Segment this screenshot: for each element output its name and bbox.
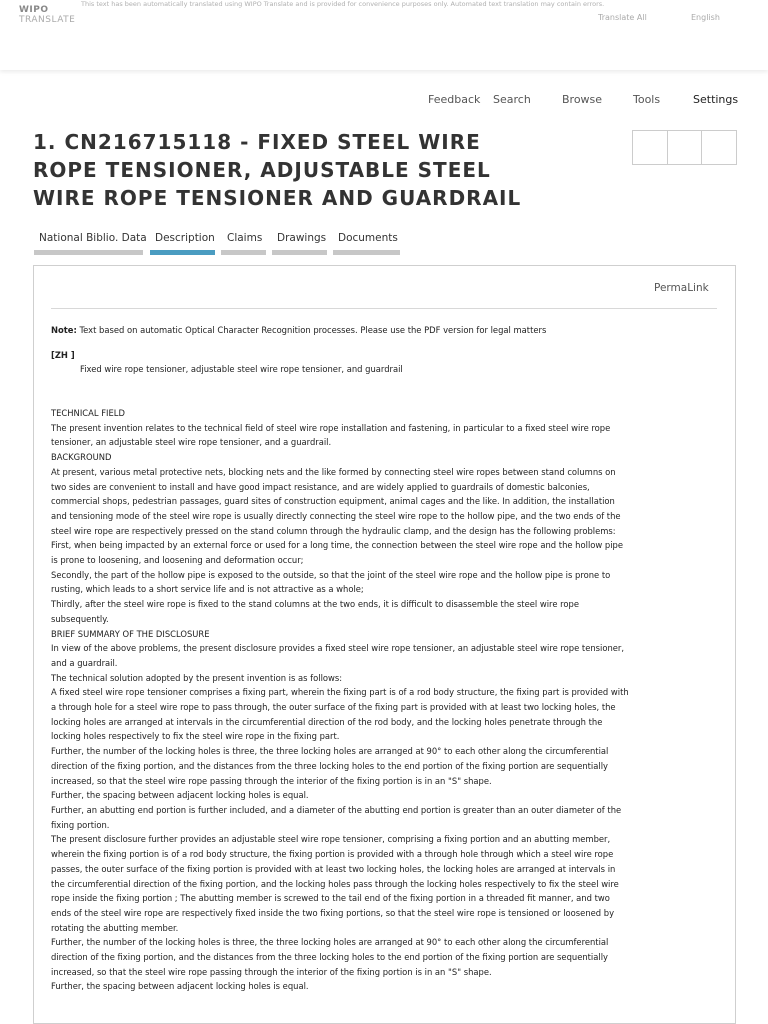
desc-paragraph: In view of the above problems, the present disclosure provides a fixed steel wire rope tensioner, an adjustable steel wire rope tensioner, and a guardrail. <box>51 643 625 668</box>
tab-national-biblio-data[interactable]: National Biblio. Data <box>39 232 147 244</box>
logo-line2: TRANSLATE <box>19 15 76 25</box>
description-panel <box>33 265 736 1024</box>
nav-feedback[interactable]: Feedback <box>428 93 481 106</box>
note-text: Text based on automatic Optical Character Recognition processes. Please use the PDF version for legal matters <box>76 325 547 335</box>
original-language-tag: [ZH ] <box>51 350 75 360</box>
share-button-2[interactable] <box>667 131 702 164</box>
share-button-1[interactable] <box>633 131 668 164</box>
desc-paragraph: The technical solution adopted by the present invention is as follows: <box>51 672 343 683</box>
desc-paragraph: Thirdly, after the steel wire rope is fixed to the stand columns at the two ends, it is difficult to disassemble the steel wire rope subsequently. <box>51 599 579 624</box>
tab-underline <box>272 250 327 255</box>
translate-all-button[interactable]: Translate All <box>598 13 647 22</box>
nav-settings[interactable]: Settings <box>693 93 739 106</box>
desc-paragraph: Further, the number of the locking holes is three, the three locking holes are arranged at 90° to each other along the circumferential direction of the fixing portion, and the distances from the three locking holes to the end portion of the fixing portion are sequentially increased, so that the steel wire rope passing through the interior of the fixing portion is in an "S" shape. <box>51 746 609 786</box>
wipo-translate-logo[interactable] <box>19 5 75 25</box>
nav-tools[interactable]: Tools <box>633 93 661 106</box>
tab-underline <box>333 250 400 255</box>
description-text <box>51 406 631 994</box>
share-button-3[interactable] <box>701 131 735 164</box>
desc-paragraph: The present invention relates to the technical field of steel wire rope installation and fastening, in particular to a fixed steel wire rope tensioner, an adjustable steel wire rope tensioner, and a guardrail. <box>51 422 611 448</box>
ocr-note <box>51 325 546 335</box>
tab-underline-active <box>150 250 215 255</box>
desc-heading: BRIEF SUMMARY OF THE DISCLOSURE <box>51 628 210 639</box>
desc-paragraph: First, when being impacted by an external force or used for a long time, the connection between the steel wire rope and the hollow pipe is prone to loosening, and loosening and deformation occur; <box>51 540 624 566</box>
tab-documents[interactable]: Documents <box>338 232 398 244</box>
nav-browse[interactable]: Browse <box>562 93 603 106</box>
translate-bar <box>0 0 768 70</box>
desc-heading: BACKGROUND <box>51 452 112 463</box>
desc-heading: TECHNICAL FIELD <box>51 408 125 418</box>
page-title: 1. CN216715118 - FIXED STEEL WIRE ROPE TENSIONER, ADJUSTABLE STEEL WIRE ROPE TENSIONER AND GUARDRAIL <box>33 130 522 210</box>
desc-paragraph: At present, various metal protective nets, blocking nets and the like formed by connecting steel wire ropes between stand columns on two sides are convenient to install and have good impact resistance, and are widely applied to guardrails of domestic balconies, commercial shops, pedestrian passages, guard sites of construction equipment, animal cages and the like. In addition, the installation and tensioning mode of the steel wire rope is usually directly connecting the steel wire rope to the hollow pipe, and the two ends of the steel wire rope are respectively pressed on the stand column through the hydraulic clamp, and the design has the following problems: <box>51 466 621 536</box>
logo-line1: WIPO <box>19 5 49 15</box>
original-title: Fixed wire rope tensioner, adjustable steel wire rope tensioner, and guardrail <box>80 364 403 374</box>
tab-drawings[interactable]: Drawings <box>277 232 327 244</box>
tab-claims[interactable]: Claims <box>227 232 263 244</box>
tab-description[interactable]: Description <box>155 232 215 244</box>
desc-paragraph: A fixed steel wire rope tensioner comprises a fixing part, wherein the fixing part is of a rod body structure, the fixing part is provided with a through hole for a steel wire rope to pass through, the outer surface of the fixing part is provided with at least two locking holes, the locking holes are arranged at intervals in the circumferential direction of the rod body, and the locking holes penetrate through the locking holes respectively to fix the steel wire rope in the fixing part. <box>51 687 629 742</box>
desc-paragraph: Secondly, the part of the hollow pipe is exposed to the outside, so that the joint of the steel wire rope and the hollow pipe is prone to rusting, which leads to a short service life and is not attractive as a whole; <box>51 569 611 595</box>
desc-paragraph: Further, the spacing between adjacent locking holes is equal. <box>51 790 309 801</box>
top-nav <box>0 93 768 109</box>
translation-disclaimer: This text has been automatically translated using WIPO Translate and is provided for convenience purposes only. Automated text translation may contain errors. <box>81 0 605 8</box>
tab-underline <box>34 250 143 255</box>
share-actions <box>632 130 737 165</box>
tab-underline <box>221 250 266 255</box>
divider <box>51 308 717 309</box>
language-select[interactable]: English <box>691 13 720 22</box>
nav-search[interactable]: Search <box>493 93 531 106</box>
desc-paragraph: The present disclosure further provides an adjustable steel wire rope tensioner, comprising a fixing portion and an abutting member, wherein the fixing portion is of a rod body structure, the fixing portion is provided with a through hole through which a steel wire rope passes, the outer surface of the fixing portion is provided with at least two locking holes, the locking holes are arranged at intervals in the circumferential direction of the fixing portion, and the locking holes pass through the locking holes respectively to fix the steel wire rope inside the fixing portion ; The abutting member is screwed to the tail end of the fixing portion in a threaded fit manner, and two ends of the steel wire rope are respectively fixed inside the two fixing portions, so that the steel wire rope is tensioned or loosened by rotating the abutting member. <box>51 834 619 933</box>
desc-paragraph: Further, an abutting end portion is further included, and a diameter of the abutting end portion is greater than an outer diameter of the fixing portion. <box>51 804 622 830</box>
desc-paragraph: Further, the number of the locking holes is three, the three locking holes are arranged at 90° to each other along the circumferential direction of the fixing portion, and the distances from the three locking holes to the end portion of the fixing portion are sequentially increased, so that the steel wire rope passing through the interior of the fixing portion is in an "S" shape. <box>51 937 609 977</box>
note-label: Note: <box>51 325 77 335</box>
permalink-link[interactable]: PermaLink <box>654 282 709 294</box>
desc-paragraph: Further, the spacing between adjacent locking holes is equal. <box>51 981 309 992</box>
